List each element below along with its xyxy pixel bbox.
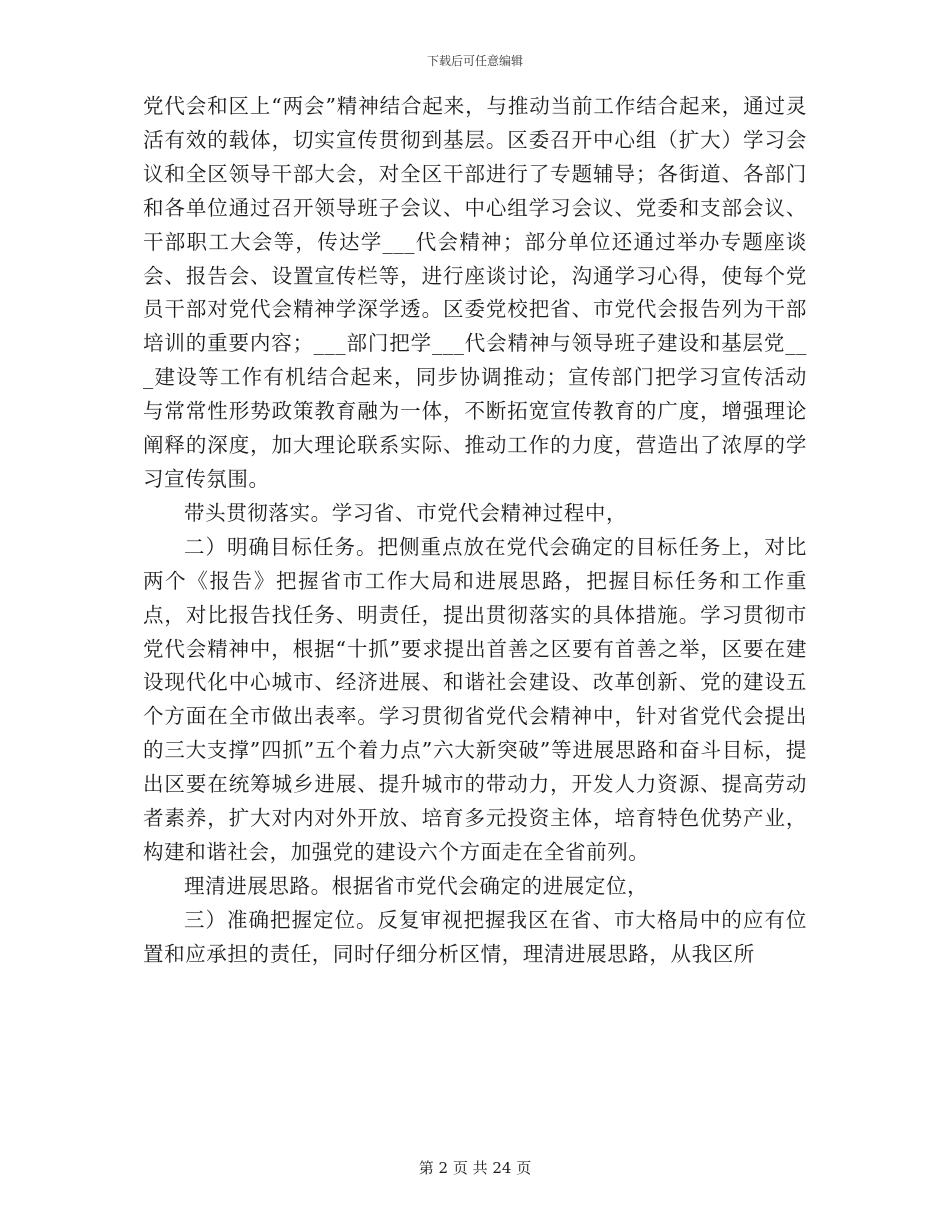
document-body <box>143 90 807 972</box>
paragraph-2: 带头贯彻落实。学习省、市党代会精神过程中， <box>184 500 628 525</box>
paragraph-4: 理清进展思路。根据省市党代会确定的进展定位， <box>184 873 649 898</box>
page-header-note: 下载后可任意编辑 <box>426 54 523 68</box>
paragraph-1: 党代会和区上“两会”精神结合起来，与推动当前工作结合起来，通过灵活有效的载体，切实宣传贯彻到基层。区委召开中心组（扩大）学习会议和全区领导干部大会，对全区干部进行了专题辅导；各街道、各部门和各单位通过召开领导班子会议、中心组学习会议、党委和支部会议、干部职工大会等，传达学___代会精神；部分单位还通过举办专题座谈会、报告会、设置宣传栏等，进行座谈讨论，沟通学习心得，使每个党员干部对党代会精神学深学透。区委党校把省、市党代会报告列为干部培训的重要内容；___部门把学___代会精神与领导班子建设和基层党___建设等工作有机结合起来，同步协调推动；宣传部门把学习宣传活动与常常性形势政策教育融为一体，不断拓宽宣传教育的广度，增强理论阐释的深度，加大理论联系实际、推动工作的力度，营造出了浓厚的学习宣传氛围。 <box>143 94 807 491</box>
paragraph-5: 三）准确把握定位。反复审视把握我区在省、市大格局中的应有位置和应承担的责任，同时仔细分析区情，理清进展思路，从我区所 <box>143 907 807 966</box>
paragraph-3: 二）明确目标任务。把侧重点放在党代会确定的目标任务上，对比两个《报告》把握省市工作大局和进展思路，把握目标任务和工作重点，对比报告找任务、明责任，提出贯彻落实的具体措施。学习贯彻市党代会精神中，根据“十抓”要求提出首善之区要有首善之举，区要在建设现代化中心城市、经济进展、和谐社会建设、改革创新、党的建设五个方面在全市做出表率。学习贯彻省党代会精神中，针对省党代会提出的三大支撑”四抓”五个着力点”六大新突破”等进展思路和奋斗目标，提出区要在统筹城乡进展、提升城市的带动力，开发人力资源、提高劳动者素养，扩大对内对外开放、培育多元投资主体，培育特色优势产业，构建和谐社会，加强党的建设六个方面走在全省前列。 <box>143 534 807 864</box>
page-number: 第 2 页 共 24 页 <box>418 1159 532 1177</box>
